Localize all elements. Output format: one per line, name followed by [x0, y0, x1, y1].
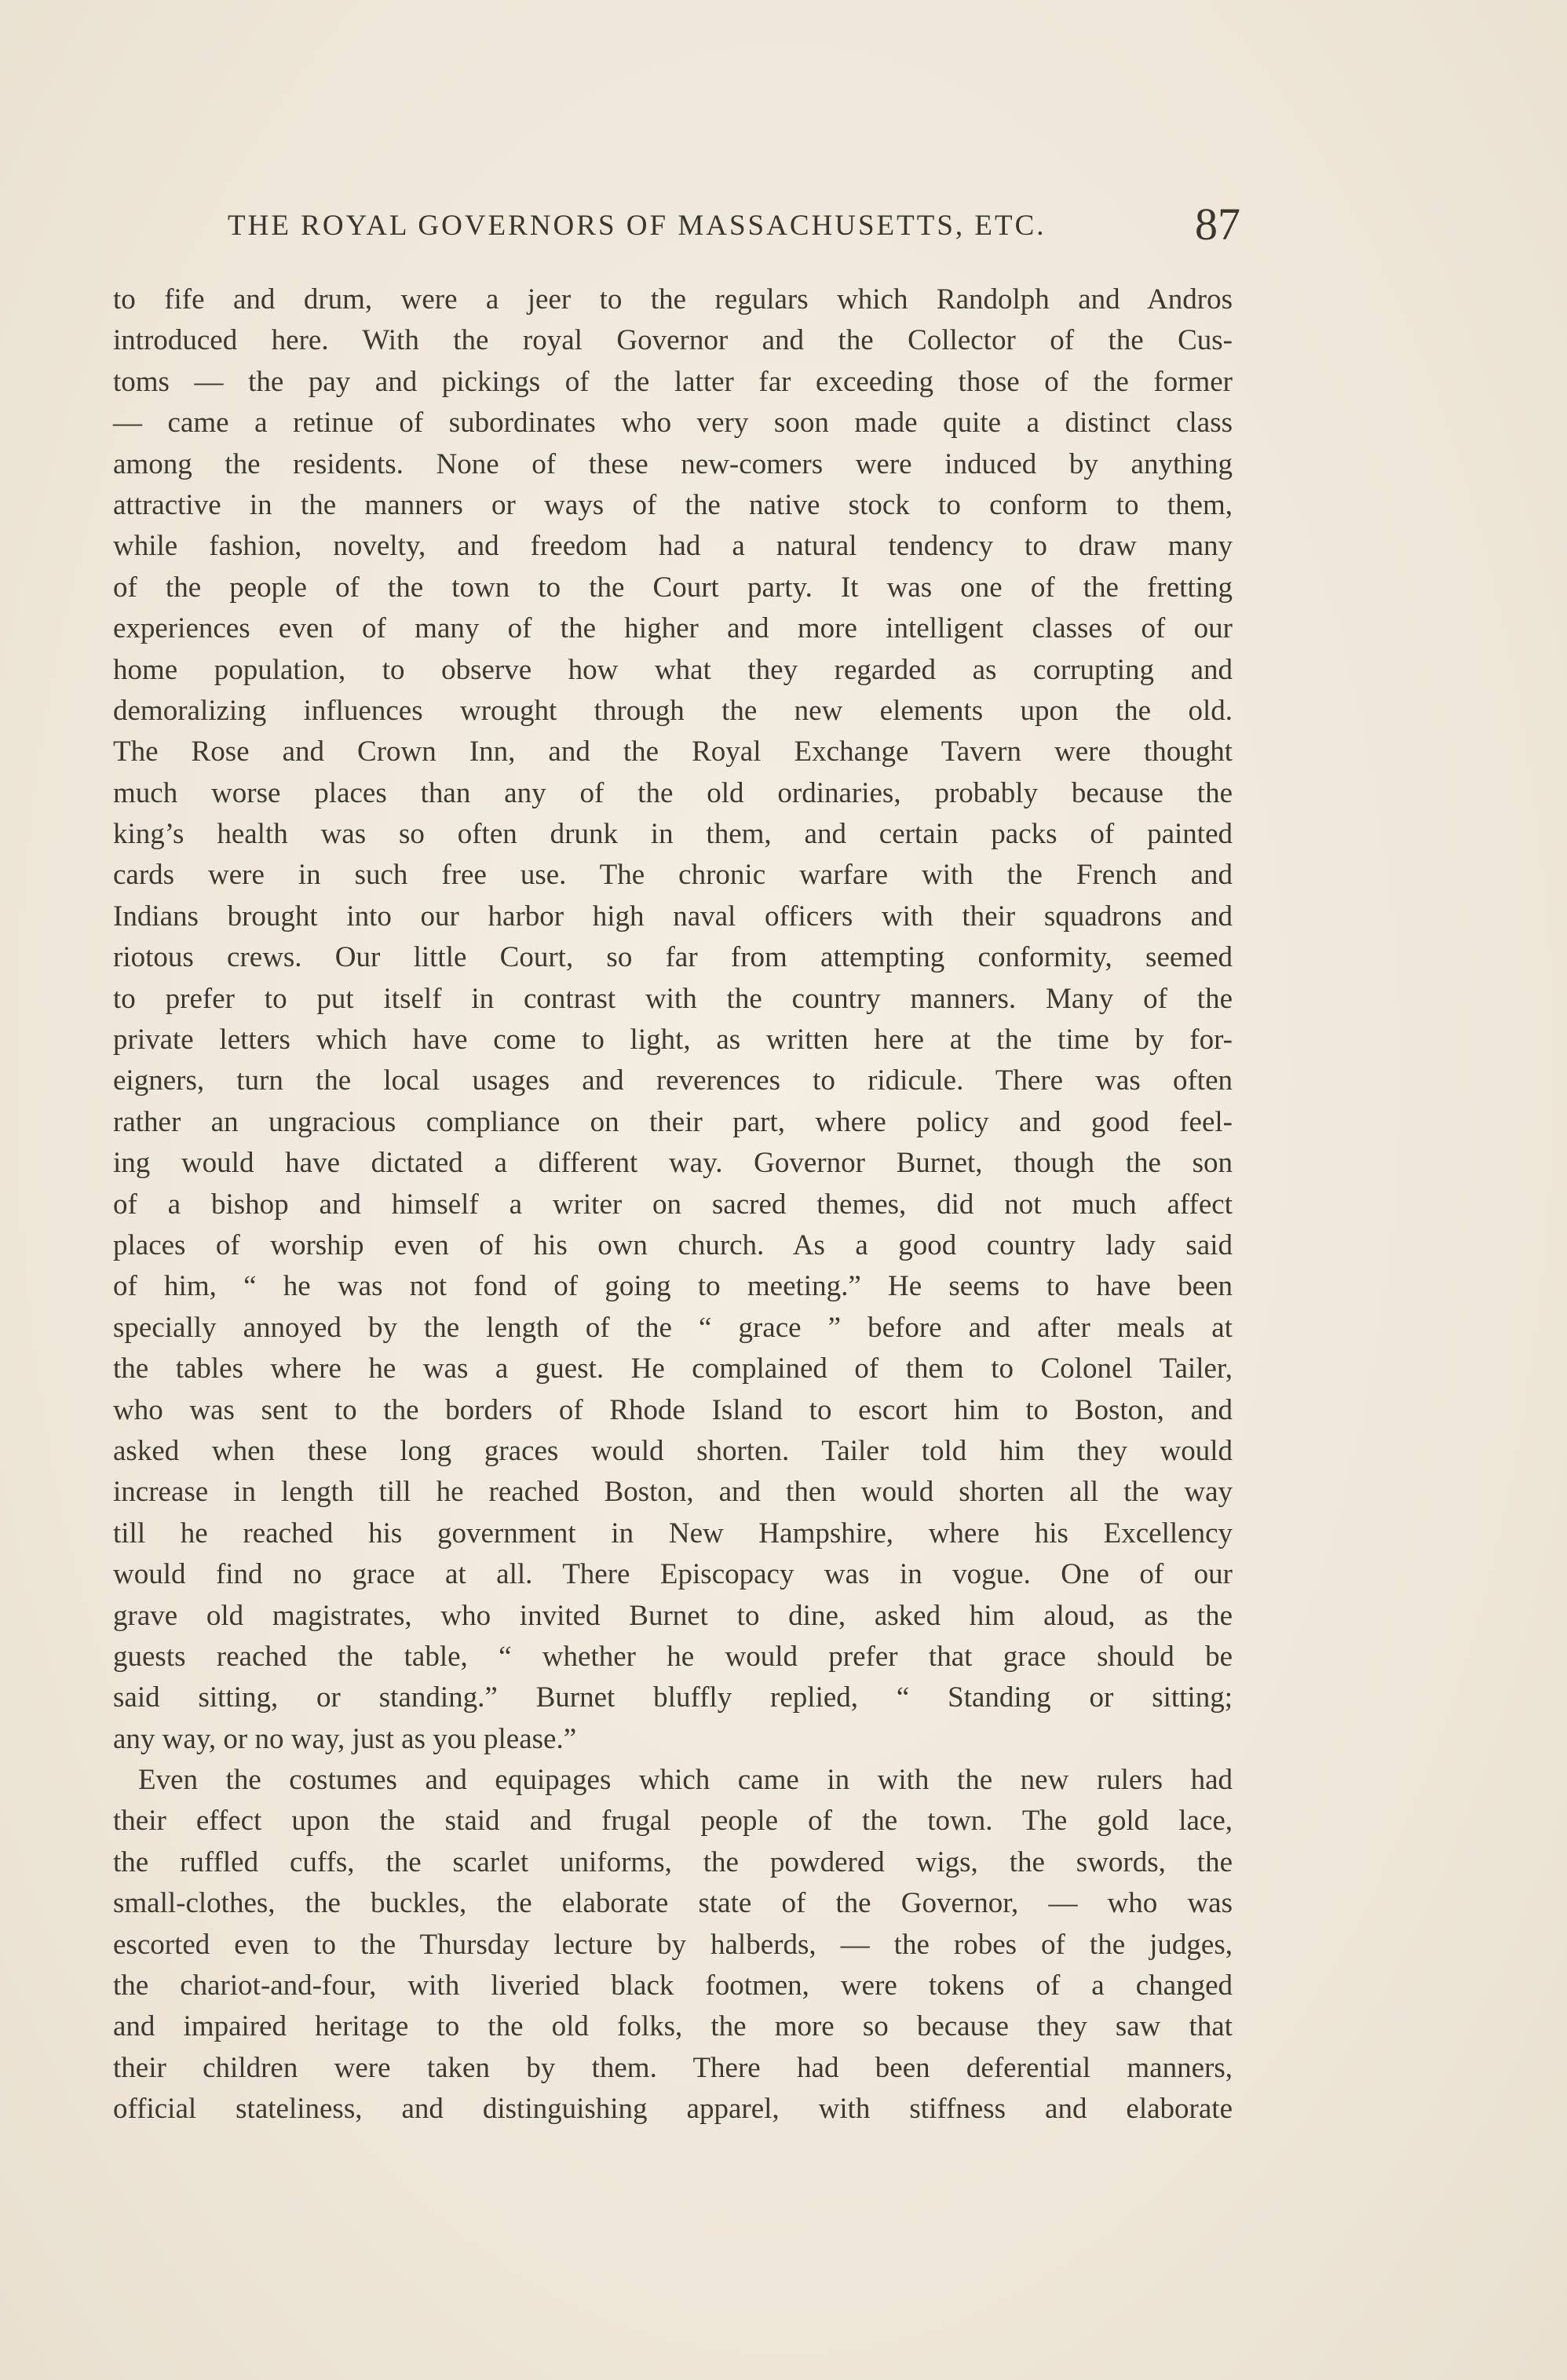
text-line: the tables where he was a guest. He complained of them to Colonel Tailer, — [113, 1352, 1233, 1385]
text-line: of the people of the town to the Court party. It was one of the fretting — [113, 571, 1233, 604]
text-line: official stateliness, and distinguishing apparel, with stiffness and elaborate — [113, 2093, 1233, 2126]
text-line: places of worship even of his own church. As a good country lady said — [113, 1228, 1233, 1261]
running-title: THE ROYAL GOVERNORS OF MASSACHUSETTS, ETC. — [228, 210, 1046, 242]
text-line: any way, or no way, just as you please.” — [113, 1722, 577, 1755]
text-line: demoralizing influences wrought through the new elements upon the old. — [113, 694, 1233, 727]
text-line: said sitting, or standing.” Burnet bluffly replied, “ Standing or sitting; — [113, 1681, 1233, 1714]
text-line: cards were in such free use. The chronic warfare with the French and — [113, 859, 1233, 892]
text-line: while fashion, novelty, and freedom had a natural tendency to draw many — [113, 530, 1233, 563]
text-line: eigners, turn the local usages and reverences to ridicule. There was often — [113, 1064, 1233, 1097]
text-line: attractive in the manners or ways of the native stock to conform to them, — [113, 488, 1233, 521]
text-line: increase in length till he reached Boston, and then would shorten all the way — [113, 1476, 1233, 1509]
text-line: Even the costumes and equipages which came in with the new rulers had — [138, 1764, 1233, 1797]
text-line: guests reached the table, “ whether he would prefer that grace should be — [113, 1640, 1233, 1673]
text-line: specially annoyed by the length of the “ grace ” before and after meals at — [113, 1311, 1233, 1344]
text-line: Indians brought into our harbor high naval officers with their squadrons and — [113, 900, 1233, 933]
text-line: would find no grace at all. There Episcopacy was in vogue. One of our — [113, 1558, 1233, 1591]
text-line: ing would have dictated a different way. Governor Burnet, though the son — [113, 1147, 1233, 1180]
text-line: till he reached his government in New Hampshire, where his Excellency — [113, 1517, 1233, 1550]
text-line: their children were taken by them. There had been deferential manners, — [113, 2051, 1233, 2084]
running-head — [228, 198, 1240, 253]
text-line: grave old magistrates, who invited Burnet to dine, asked him aloud, as the — [113, 1599, 1233, 1632]
text-line: private letters which have come to light, as written here at the time by for- — [113, 1024, 1233, 1057]
text-line: escorted even to the Thursday lecture by halberds, — the robes of the judges, — [113, 1928, 1233, 1961]
text-line: — came a retinue of subordinates who very soon made quite a distinct class — [113, 407, 1233, 440]
text-line: and impaired heritage to the old folks, the more so because they saw that — [113, 2010, 1233, 2043]
text-line: king’s health was so often drunk in them, and certain packs of painted — [113, 818, 1233, 851]
text-line: of him, “ he was not fond of going to meeting.” He seems to have been — [113, 1270, 1233, 1303]
text-line: the ruffled cuffs, the scarlet uniforms, the powdered wigs, the swords, the — [113, 1845, 1233, 1878]
body-text — [113, 279, 1233, 2130]
text-line: rather an ungracious compliance on their part, where policy and good feel- — [113, 1105, 1233, 1138]
text-line: asked when these long graces would shorten. Tailer told him they would — [113, 1434, 1233, 1467]
text-line: experiences even of many of the higher and more intelligent classes of our — [113, 612, 1233, 645]
text-line: introduced here. With the royal Governor and the Collector of the Cus- — [113, 324, 1233, 357]
text-line: among the residents. None of these new-comers were induced by anything — [113, 447, 1233, 480]
page-number: 87 — [1195, 199, 1240, 250]
text-line: the chariot-and-four, with liveried black footmen, were tokens of a changed — [113, 1969, 1233, 2002]
text-line: The Rose and Crown Inn, and the Royal Exchange Tavern were thought — [113, 736, 1233, 768]
text-line: home population, to observe how what they regarded as corrupting and — [113, 653, 1233, 686]
text-line: their effect upon the staid and frugal people of the town. The gold lace, — [113, 1805, 1233, 1838]
text-line: to fife and drum, were a jeer to the regulars which Randolph and Andros — [113, 283, 1233, 316]
text-line: small-clothes, the buckles, the elaborate state of the Governor, — who was — [113, 1887, 1233, 1920]
text-line: riotous crews. Our little Court, so far from attempting conformity, seemed — [113, 941, 1233, 974]
text-line: who was sent to the borders of Rhode Island to escort him to Boston, and — [113, 1393, 1233, 1426]
text-line: to prefer to put itself in contrast with the country manners. Many of the — [113, 982, 1233, 1015]
text-line: much worse places than any of the old ordinaries, probably because the — [113, 776, 1233, 809]
text-line: of a bishop and himself a writer on sacred themes, did not much affect — [113, 1188, 1233, 1221]
text-line: toms — the pay and pickings of the latter far exceeding those of the former — [113, 365, 1233, 398]
